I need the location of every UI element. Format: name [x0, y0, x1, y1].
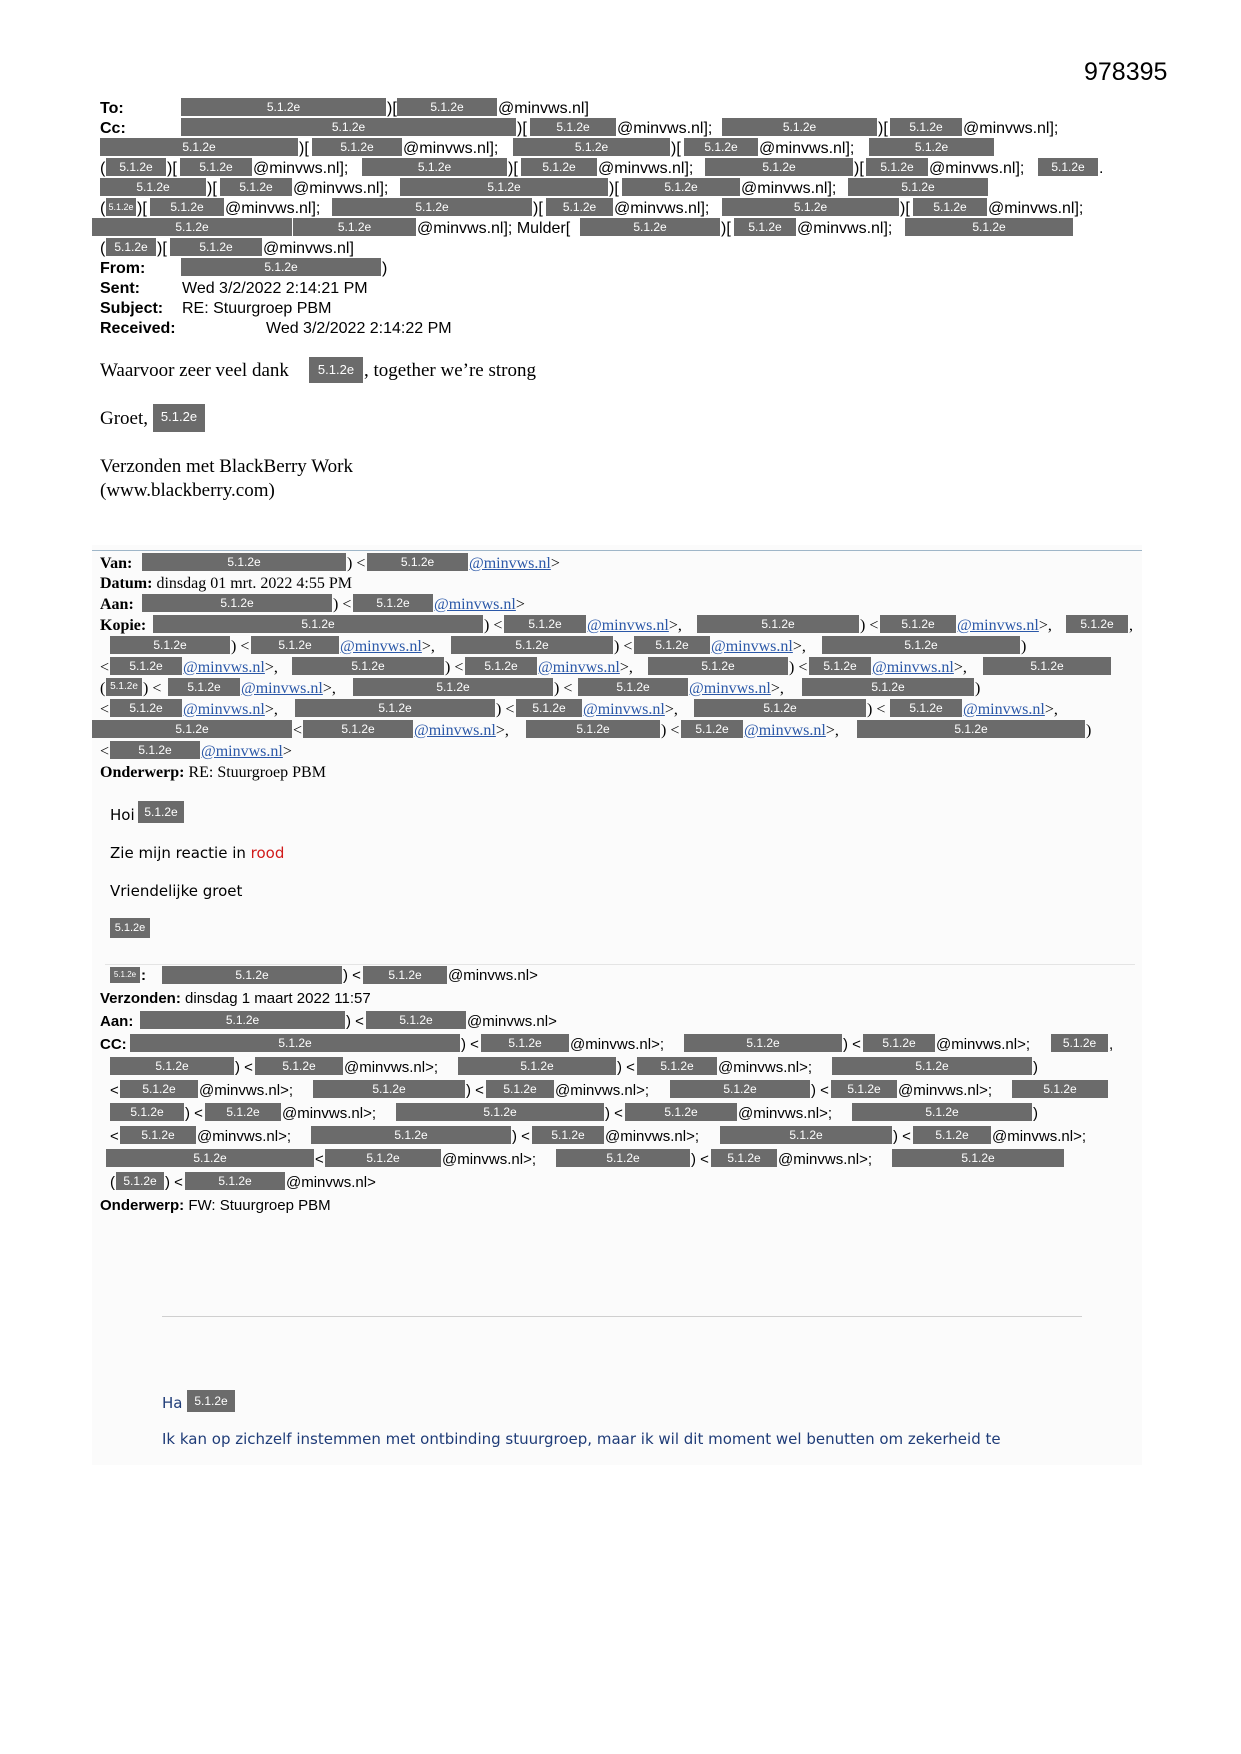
- redaction: 5.1.2e: [366, 1011, 466, 1029]
- bracket: (: [110, 1174, 115, 1191]
- redaction: 5.1.2e: [110, 636, 230, 654]
- redaction: 5.1.2e: [362, 158, 507, 176]
- bracket: )[: [299, 140, 309, 157]
- bracket: ) <: [811, 1082, 829, 1099]
- aan-label: Aan:: [100, 596, 134, 613]
- email-link[interactable]: @minvws.nl: [957, 617, 1039, 634]
- bracket: ) <: [484, 617, 503, 634]
- redaction: 5.1.2e: [295, 699, 495, 717]
- redaction: 5.1.2e: [153, 615, 483, 633]
- email-domain: @minvws.nl];: [598, 160, 694, 177]
- bracket: ): [1021, 638, 1027, 655]
- redaction: 5.1.2e: [694, 699, 866, 717]
- redaction: 5.1.2e: [181, 258, 381, 276]
- redaction: 5.1.2e: [913, 198, 987, 216]
- verzonden-label: Verzonden: dinsdag 1 maart 2022 11:57: [100, 990, 371, 1007]
- email1-greeting: Groet,: [100, 408, 149, 429]
- redaction: 5.1.2e: [153, 404, 205, 432]
- redaction: 5.1.2e: [705, 158, 853, 176]
- bracket: <: [315, 1151, 324, 1168]
- reply-text: Zie mijn reactie in rood: [110, 844, 285, 862]
- bracket: ): [1033, 1105, 1038, 1122]
- redaction: 5.1.2e: [722, 198, 899, 216]
- bracket: )[: [387, 100, 397, 117]
- divider: [162, 1316, 1082, 1317]
- bracket: ) <: [343, 967, 361, 984]
- email-link[interactable]: @minvws.nl: [414, 722, 496, 739]
- link-wrap: @minvws.nl>,: [711, 638, 806, 655]
- redaction: 5.1.2e: [720, 1126, 892, 1144]
- email1-signature-line1: Verzonden met BlackBerry Work: [100, 456, 353, 477]
- redaction: 5.1.2e: [465, 657, 537, 675]
- email1-body-line1-a: Waarvoor zeer veel dank: [100, 360, 289, 381]
- redaction: 5.1.2e: [481, 1034, 569, 1052]
- email-domain: @minvws.nl>;: [936, 1036, 1030, 1053]
- bracket: (: [100, 240, 106, 257]
- to-label: To:: [100, 100, 124, 117]
- link-wrap: @minvws.nl>,: [183, 701, 278, 718]
- redaction: 5.1.2e: [556, 1149, 690, 1167]
- redaction: 5.1.2e: [1066, 615, 1128, 633]
- redaction: 5.1.2e: [332, 198, 532, 216]
- redaction: 5.1.2e: [697, 615, 859, 633]
- kopie-label: Kopie:: [100, 617, 147, 634]
- email-domain: @minvws.nl];: [988, 200, 1084, 217]
- email-link[interactable]: @minvws.nl: [872, 659, 954, 676]
- link-wrap: @minvws.nl>,: [183, 659, 278, 676]
- punctuation: ,: [1129, 617, 1133, 634]
- email-link[interactable]: @minvws.nl: [583, 701, 665, 718]
- redaction: 5.1.2e: [180, 158, 252, 176]
- cc-label: Cc:: [100, 120, 126, 137]
- redaction: 5.1.2e: [100, 138, 298, 156]
- redaction: 5.1.2e: [325, 1149, 441, 1167]
- link-wrap: @minvws.nl>,: [414, 722, 509, 739]
- ha-text: Ha: [162, 1394, 183, 1412]
- redaction: 5.1.2e: [150, 198, 224, 216]
- email-domain: @minvws.nl>;: [555, 1082, 649, 1099]
- email-domain: @minvws.nl>: [448, 967, 538, 984]
- email-link[interactable]: @minvws.nl: [340, 638, 422, 655]
- colon: :: [141, 967, 146, 984]
- email3-body-text: Ik kan op zichzelf instemmen met ontbinding stuurgroep, maar ik wil dit moment wel benutten om zekerheid te: [162, 1430, 1001, 1448]
- email-link[interactable]: @minvws.nl: [587, 617, 669, 634]
- subject-label: Subject:: [100, 300, 164, 317]
- redaction: 5.1.2e: [546, 198, 613, 216]
- redaction: 5.1.2e: [120, 1126, 196, 1144]
- bracket: ) <: [614, 638, 633, 655]
- bracket: ) <: [661, 722, 680, 739]
- email-domain: @minvws.nl>;: [605, 1128, 699, 1145]
- redaction: 5.1.2e: [458, 1057, 616, 1075]
- email-domain: @minvws.nl>;: [282, 1105, 376, 1122]
- punctuation: .: [1099, 160, 1104, 177]
- email-domain: @minvws.nl]: [498, 100, 589, 117]
- redaction: 5.1.2e: [516, 699, 582, 717]
- redaction: 5.1.2e: [1051, 1034, 1108, 1052]
- email-domain: @minvws.nl>;: [442, 1151, 536, 1168]
- email-link[interactable]: @minvws.nl: [183, 659, 265, 676]
- link-wrap: @minvws.nl>,: [587, 617, 682, 634]
- received-label: Received:: [100, 320, 176, 337]
- link-wrap: @minvws.nl>: [469, 555, 560, 572]
- redaction: 5.1.2e: [451, 636, 613, 654]
- redaction: 5.1.2e: [187, 1390, 235, 1412]
- redaction: 5.1.2e: [526, 720, 660, 738]
- redaction: 5.1.2e: [832, 1057, 1032, 1075]
- bracket: )[: [157, 240, 167, 257]
- redaction: 5.1.2e: [116, 1172, 164, 1190]
- link-wrap: @minvws.nl>,: [241, 680, 336, 697]
- email-domain: @minvws.nl>;: [718, 1059, 812, 1076]
- redaction: 5.1.2e: [353, 678, 553, 696]
- closing-text: Vriendelijke groet: [110, 882, 243, 900]
- redaction: 5.1.2e: [106, 198, 136, 216]
- redaction: 5.1.2e: [504, 615, 586, 633]
- bracket: ) <: [496, 701, 515, 718]
- email-link[interactable]: @minvws.nl: [963, 701, 1045, 718]
- bracket: (: [100, 160, 106, 177]
- redaction: 5.1.2e: [367, 553, 468, 571]
- redaction: 5.1.2e: [292, 657, 444, 675]
- bracket: ) <: [347, 555, 366, 572]
- redaction: 5.1.2e: [181, 98, 386, 116]
- bracket: ) <: [461, 1036, 479, 1053]
- bracket: ) <: [605, 1105, 623, 1122]
- redaction: 5.1.2e: [312, 138, 402, 156]
- redaction: 5.1.2e: [857, 720, 1085, 738]
- email-link[interactable]: @minvws.nl: [711, 638, 793, 655]
- redaction: 5.1.2e: [892, 1149, 1064, 1167]
- bracket: ) <: [860, 617, 879, 634]
- email-domain: @minvws.nl];: [617, 120, 713, 137]
- email-link[interactable]: @minvws.nl: [434, 596, 516, 613]
- email-domain: @minvws.nl];: [293, 180, 389, 197]
- redaction: 5.1.2e: [521, 158, 597, 176]
- verzonden-value: dinsdag 1 maart 2022 11:57: [185, 990, 371, 1007]
- from-label: From:: [100, 260, 146, 277]
- bracket: ) <: [789, 659, 808, 676]
- redaction: 5.1.2e: [100, 178, 206, 196]
- redaction: 5.1.2e: [181, 118, 516, 136]
- hoi-text: Hoi: [110, 806, 135, 824]
- email-domain: @minvws.nl>;: [199, 1082, 293, 1099]
- redaction: 5.1.2e: [578, 678, 688, 696]
- bracket: )[: [854, 160, 864, 177]
- redaction: 5.1.2e: [106, 678, 142, 696]
- redaction: 5.1.2e: [142, 594, 332, 612]
- redaction: 5.1.2e: [313, 1080, 465, 1098]
- redaction: 5.1.2e: [831, 1080, 897, 1098]
- link-wrap: @minvws.nl>: [201, 743, 292, 760]
- datum-value: dinsdag 01 mrt. 2022 4:55 PM: [156, 575, 352, 592]
- sent-value: Wed 3/2/2022 2:14:21 PM: [182, 280, 368, 297]
- redaction: 5.1.2e: [670, 1080, 810, 1098]
- redaction: 5.1.2e: [513, 138, 670, 156]
- bracket: ) <: [445, 659, 464, 676]
- bracket: )[: [721, 220, 731, 237]
- email-domain: @minvws.nl>;: [344, 1059, 438, 1076]
- redaction: 5.1.2e: [530, 118, 616, 136]
- email-domain: @minvws.nl];: [929, 160, 1025, 177]
- bracket: (: [100, 680, 106, 697]
- redaction: 5.1.2e: [400, 178, 608, 196]
- bracket: ) <: [466, 1082, 484, 1099]
- redaction: 5.1.2e: [92, 720, 292, 738]
- redaction: 5.1.2e: [809, 657, 871, 675]
- redaction: 5.1.2e: [205, 1103, 281, 1121]
- redaction: 5.1.2e: [110, 1103, 184, 1121]
- redaction: 5.1.2e: [863, 1034, 935, 1052]
- email-domain: @minvws.nl>: [467, 1013, 557, 1030]
- bracket: <: [110, 1128, 119, 1145]
- bracket: ): [1086, 722, 1092, 739]
- redaction: 5.1.2e: [397, 98, 497, 116]
- redaction: 5.1.2e: [185, 1172, 285, 1190]
- email-link[interactable]: @minvws.nl: [689, 680, 771, 697]
- email-domain: @minvws.nl>;: [570, 1036, 664, 1053]
- bracket: ): [1033, 1059, 1038, 1076]
- redaction: 5.1.2e: [634, 636, 710, 654]
- divider: [92, 550, 1142, 551]
- redaction: 5.1.2e: [110, 1057, 234, 1075]
- link-wrap: @minvws.nl>,: [872, 659, 967, 676]
- redaction: 5.1.2e: [684, 138, 758, 156]
- redaction: 5.1.2e: [625, 1103, 737, 1121]
- bracket: )[: [167, 160, 177, 177]
- link-wrap: @minvws.nl>,: [963, 701, 1058, 718]
- bracket: ) <: [691, 1151, 709, 1168]
- email-domain: @minvws.nl];: [759, 140, 855, 157]
- bracket: )[: [900, 200, 910, 217]
- redaction: 5.1.2e: [648, 657, 788, 675]
- link-wrap: @minvws.nl>,: [689, 680, 784, 697]
- redaction: 5.1.2e: [684, 1034, 842, 1052]
- link-wrap: @minvws.nl>,: [957, 617, 1052, 634]
- redaction: 5.1.2e: [120, 1080, 198, 1098]
- redaction: 5.1.2e: [869, 138, 994, 156]
- bracket: )[: [508, 160, 518, 177]
- subject-value: RE: Stuurgroep PBM: [182, 300, 332, 317]
- bracket: ) <: [893, 1128, 911, 1145]
- link-wrap: @minvws.nl>: [434, 596, 525, 613]
- van-label: Van:: [100, 555, 133, 572]
- redaction: 5.1.2e: [580, 218, 720, 236]
- redaction: 5.1.2e: [130, 1034, 460, 1052]
- redaction: 5.1.2e: [311, 1126, 511, 1144]
- redaction: 5.1.2e: [637, 1057, 717, 1075]
- email-link[interactable]: @minvws.nl: [201, 743, 283, 760]
- redaction: 5.1.2e: [110, 657, 182, 675]
- bracket: ) <: [617, 1059, 635, 1076]
- redaction: 5.1.2e: [822, 636, 1020, 654]
- redaction: 5.1.2e: [681, 720, 743, 738]
- onderwerp-value: RE: Stuurgroep PBM: [188, 764, 326, 781]
- redaction: 5.1.2e: [106, 1149, 314, 1167]
- bracket: ) <: [333, 596, 352, 613]
- email-link[interactable]: @minvws.nl: [469, 555, 551, 572]
- bracket: ): [975, 680, 981, 697]
- redaction: 5.1.2e: [802, 678, 974, 696]
- redaction: 5.1.2e: [110, 741, 200, 759]
- email1-body-line1-b: , together we’re strong: [364, 360, 536, 381]
- onderwerp-label: Onderwerp: RE: Stuurgroep PBM: [100, 764, 326, 781]
- divider: [105, 964, 1135, 965]
- email-domain: @minvws.nl];: [225, 200, 321, 217]
- redaction: 5.1.2e: [866, 158, 928, 176]
- email-link[interactable]: @minvws.nl: [538, 659, 620, 676]
- link-wrap: @minvws.nl>,: [583, 701, 678, 718]
- redaction: 5.1.2e: [486, 1080, 554, 1098]
- bracket: <: [100, 743, 110, 760]
- email-link[interactable]: @minvws.nl: [744, 722, 826, 739]
- received-value: Wed 3/2/2022 2:14:22 PM: [266, 320, 452, 337]
- redaction: 5.1.2e: [140, 1011, 345, 1029]
- bracket: ) <: [843, 1036, 861, 1053]
- datum-label: Datum: dinsdag 01 mrt. 2022 4:55 PM: [100, 575, 352, 592]
- cc-label: CC:: [100, 1036, 127, 1053]
- redaction: 5.1.2e: [162, 966, 342, 984]
- redaction: 5.1.2e: [170, 238, 262, 256]
- email-domain: @minvws.nl>;: [197, 1128, 291, 1145]
- redaction: 5.1.2e: [852, 1103, 1032, 1121]
- email-domain: @minvws.nl>;: [898, 1082, 992, 1099]
- email-domain: @minvws.nl];: [963, 120, 1059, 137]
- bracket: ) <: [867, 701, 886, 718]
- bracket: <: [100, 701, 110, 718]
- document-id: 978395: [1084, 58, 1168, 86]
- email-domain: @minvws.nl>: [286, 1174, 376, 1191]
- bracket: ) <: [231, 638, 250, 655]
- bracket: )[: [137, 200, 147, 217]
- aan-label: Aan:: [100, 1013, 134, 1030]
- email-domain: @minvws.nl];: [403, 140, 499, 157]
- bracket: ) <: [143, 680, 162, 697]
- email-domain: @minvws.nl]: [263, 240, 354, 257]
- redaction: 5.1.2e: [110, 967, 140, 983]
- bracket: ) <: [185, 1105, 203, 1122]
- email-domain: @minvws.nl];: [614, 200, 710, 217]
- redaction: 5.1.2e: [255, 1057, 343, 1075]
- redaction: 5.1.2e: [1038, 158, 1098, 176]
- bracket: )[: [609, 180, 619, 197]
- email-link[interactable]: @minvws.nl: [183, 701, 265, 718]
- redaction: 5.1.2e: [622, 178, 740, 196]
- redaction: 5.1.2e: [890, 699, 962, 717]
- redaction: 5.1.2e: [293, 218, 416, 236]
- punctuation: ,: [1109, 1036, 1114, 1053]
- red-word: rood: [250, 844, 285, 862]
- sent-label: Sent:: [100, 280, 140, 297]
- redaction: 5.1.2e: [220, 178, 292, 196]
- bracket: )[: [207, 180, 217, 197]
- redaction: 5.1.2e: [532, 1126, 604, 1144]
- email-domain: @minvws.nl];: [741, 180, 837, 197]
- bracket: <: [100, 659, 110, 676]
- redaction: 5.1.2e: [363, 966, 447, 984]
- link-wrap: @minvws.nl>,: [744, 722, 839, 739]
- email-domain: @minvws.nl>;: [992, 1128, 1086, 1145]
- redaction: 5.1.2e: [396, 1103, 604, 1121]
- link-wrap: @minvws.nl>,: [538, 659, 633, 676]
- redaction: 5.1.2e: [309, 357, 363, 383]
- email-domain: @minvws.nl>;: [778, 1151, 872, 1168]
- bracket: ) <: [512, 1128, 530, 1145]
- redaction: 5.1.2e: [110, 918, 150, 938]
- email-domain: @minvws.nl];: [797, 220, 893, 237]
- redaction: 5.1.2e: [734, 218, 796, 236]
- redaction: 5.1.2e: [983, 657, 1111, 675]
- bracket: ) <: [346, 1013, 364, 1030]
- email-domain: @minvws.nl>;: [738, 1105, 832, 1122]
- email-domain: @minvws.nl];: [253, 160, 349, 177]
- link-wrap: @minvws.nl>,: [340, 638, 435, 655]
- redaction: 5.1.2e: [92, 218, 292, 236]
- bracket: <: [293, 722, 303, 739]
- bracket: )[: [878, 120, 888, 137]
- redaction: 5.1.2e: [142, 553, 346, 571]
- redaction: 5.1.2e: [138, 801, 184, 823]
- redaction: 5.1.2e: [106, 158, 166, 176]
- onderwerp-label: Onderwerp: FW: Stuurgroep PBM: [100, 1197, 331, 1214]
- redaction: 5.1.2e: [106, 238, 156, 256]
- bracket: ) <: [165, 1174, 183, 1191]
- redaction: 5.1.2e: [711, 1149, 777, 1167]
- bracket: ) <: [235, 1059, 253, 1076]
- redaction: 5.1.2e: [905, 218, 1073, 236]
- bracket: ) <: [554, 680, 573, 697]
- redaction: 5.1.2e: [168, 678, 240, 696]
- email-domain-mulder: @minvws.nl]; Mulder[: [417, 220, 571, 237]
- redaction: 5.1.2e: [1012, 1080, 1108, 1098]
- redaction: 5.1.2e: [880, 615, 956, 633]
- bracket: )[: [533, 200, 543, 217]
- bracket: )[: [671, 140, 681, 157]
- bracket: (: [100, 200, 106, 217]
- redaction: 5.1.2e: [890, 118, 962, 136]
- bracket: <: [110, 1082, 119, 1099]
- onderwerp-value: FW: Stuurgroep PBM: [188, 1197, 331, 1214]
- redaction: 5.1.2e: [722, 118, 877, 136]
- redaction: 5.1.2e: [303, 720, 413, 738]
- email-link[interactable]: @minvws.nl: [241, 680, 323, 697]
- redaction: 5.1.2e: [110, 699, 182, 717]
- redaction: 5.1.2e: [913, 1126, 991, 1144]
- email1-signature-line2: (www.blackberry.com): [100, 480, 275, 501]
- bracket: ): [382, 260, 388, 277]
- redaction: 5.1.2e: [848, 178, 988, 196]
- bracket: )[: [517, 120, 527, 137]
- redaction: 5.1.2e: [353, 594, 433, 612]
- redaction: 5.1.2e: [251, 636, 339, 654]
